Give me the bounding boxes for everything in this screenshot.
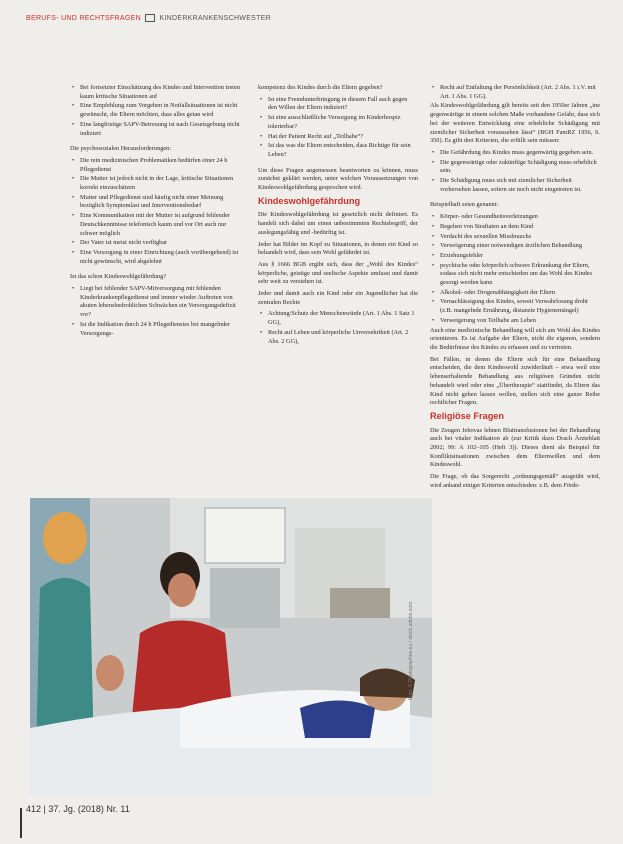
section-heading: Kindeswohlgefährdung — [258, 195, 361, 206]
list-item: • Erziehungsfehler — [430, 252, 600, 261]
paragraph: Beispielhaft seien genannt: — [430, 201, 499, 209]
bullet-list — [70, 84, 242, 138]
paragraph: Bei Fällen, in denen die Eltern sich für eine Behandlung entscheiden, die dem Kindeswohl zuwiderläuft – etwa weil eine lebenserhaltende Behandlung aus religiösen Gründen nicht behandelt wird oder eine „Übertherapie“ stattfindet, da Eltern das Kind nicht gehen lassen wollen, stellen sich eine ganze Reihe rechtlicher Fragen. — [430, 355, 600, 407]
paragraph: Die psychosozialen Herausforderungen: — [70, 145, 172, 153]
column-3 — [430, 84, 600, 494]
list-item: • Recht auf Entfaltung der Persönlichkeit (Art. 2 Abs. 1 i.V. mit Art. 1 Abs. 1 GG). — [430, 84, 600, 101]
list-item: • Mutter und Pflegedienst sind häufig nicht einer Meinung bezüglich Symptomlast und Interventionsbedarf — [70, 194, 242, 211]
running-header — [26, 14, 271, 22]
list-item: • Verweigerung von Teilhabe am Leben — [430, 317, 600, 326]
list-item: • Vernachlässigung des Kindes, soweit Verwahrlosung droht (z.B. mangelnde Ernährung, distanzte Hygienemängel) — [430, 298, 600, 315]
paragraph: Die Zeugen Jehovas lehnen Bluttransfusionen bei der Behandlung auch bei vitaler Indikation ab (zur Kritik dazu Drach Ärzteblatt 2002; 99: A 102–105 (Heft 3)). Dieses dient als Beispiel für Konfliktsituationen zwischen dem Elternwillen und dem Kindeswohl. — [430, 426, 600, 469]
bullet-list — [70, 285, 242, 338]
list-item: • Verdacht des sexuellen Missbrauchs — [430, 233, 600, 242]
list-item: • Ist eine ausschließliche Versorgung im Kinderhospiz tolerierbar? — [258, 114, 418, 131]
paragraph: Die Frage, ob das Sorgerecht „ordnungsgemäß“ ausgeübt wird, wird anhand einiger Kriterien entschieden: z.B. dem Förde- — [430, 473, 600, 489]
paragraph: kompetenz des Kindes durch die Eltern gegeben? — [258, 84, 383, 91]
column-2 — [258, 84, 418, 347]
list-item: • Ist eine Fremdunterbringung in diesem Fall auch gegen den Willen der Eltern indiziert? — [258, 96, 418, 113]
bullet-list — [430, 149, 600, 195]
list-item: • Eine Kommunikation mit der Mutter ist aufgrund fehlender Deutschkenntnisse telefonisch kaum und vor Ort auch nur schwer möglich — [70, 212, 242, 238]
list-item: • Der Vater ist meist nicht verfügbar — [70, 239, 242, 248]
list-item: • Liegt bei fehlender SAPV-Mitversorgung mit fehlenden Kinderkrankenpflegedienst und immer wieder Auftreten von akuten lebensbedrohlichen Schwächen ein Versorgungsdefizit vor? — [70, 285, 242, 320]
journal-icon — [145, 14, 155, 22]
bullet-list — [70, 157, 242, 266]
list-item: • Die rein medizinischen Problematiken bedürfen einer 24 h Pflegedienst — [70, 157, 242, 174]
list-item: • Recht auf Leben und körperliche Unversehrtheit (Art. 2 Abs. 2 GG), — [258, 329, 418, 346]
list-item: • Achtung/Schutz der Menschenwürde (Art. 1 Abs. 1 Satz 1 GG), — [258, 310, 418, 327]
list-item: • Verweigerung einer notwendigen ärztlichen Behandlung — [430, 242, 600, 251]
list-item: • Die gegenwärtige oder zukünftige Schädigung muss erheblich sein. — [430, 159, 600, 176]
list-item: • Alkohol- oder Drogenabhängigkeit der Eltern — [430, 289, 600, 298]
bullet-list — [430, 213, 600, 325]
list-item: • Die Gefährdung des Kindes muss gegenwärtig gegeben sein. — [430, 149, 600, 158]
hospital-photo — [30, 498, 432, 796]
bullet-list — [258, 310, 418, 346]
list-item: • Begehen von Straftaten an dem Kind — [430, 223, 600, 232]
list-item: • Eine langfristige SAPV-Betreuung ist nach Gesetzgebung nicht indiziert — [70, 121, 242, 138]
photo-credit: Foto: © Photographee.eu / stock.adobe.com — [408, 601, 414, 700]
list-item: • Eine Empfehlung zum Vorgehen in Notfallsituationen ist nicht gewünscht, die Eltern möchten, dass alles getan wird — [70, 102, 242, 119]
list-item: • Die Mutter ist jedoch nicht in der Lage, kritische Situationen korrekt einzuschätzen — [70, 175, 242, 192]
list-item: • Ist das was die Eltern entscheiden, dass Richtige für sein Leben? — [258, 142, 418, 159]
paragraph: Aus § 1666 BGB ergibt sich, dass der „Wohl des Kindes“ körperliche, geistige und seelische Aspekte umfasst und damit sehr weit zu verstehen ist. — [258, 260, 418, 286]
page-footer: 412 | 37. Jg. (2018) Nr. 11 — [26, 804, 130, 814]
section-heading: Religiöse Fragen — [430, 410, 505, 421]
paragraph: Auch eine medizinische Behandlung will sich am Wohl des Kindes orientieren. Es ist Aufgabe der Eltern, nicht die eigenen, sondern die Bedürfnisse des Kindes zu erfassen und zu vertreten. — [430, 326, 600, 351]
list-item: • Die Schädigung muss sich mit ziemlicher Sicherheit vorhersehen lassen, sofern sie noch nicht eingetreten ist. — [430, 177, 600, 194]
subsection-label: KINDERKRANKENSCHWESTER — [159, 14, 272, 22]
list-item: • psychische oder körperlich schwere Erkrankung der Eltern, sodass sich nicht mehr entschieden um das Wohl des Kindes gesorgt werden kann — [430, 262, 600, 288]
paragraph: Jeder hat Bilder im Kopf zu Situationen, in denen ein Kind so behandelt wird, dass sein Wohl gefährdet ist. — [258, 240, 418, 257]
column-1 — [70, 84, 242, 339]
paragraph: Jeder und damit auch ein Kind oder ein Jugendlicher hat die zentralen Rechte — [258, 290, 418, 306]
section-label: BERUFS- UND RECHTSFRAGEN — [26, 14, 141, 22]
list-item: • Körper- oder Gesundheitsverletzungen — [430, 213, 600, 222]
paragraph: Ist das schon Kindeswohlgefährdung? — [70, 273, 167, 281]
bullet-list — [430, 84, 600, 101]
paragraph: Als Kindeswohlgefährdung gilt bereits seit den 1950er Jahren „ine gegenwärtige in einem solchen Maße vorhandene Gefahr, dass sich bei der weiteren Entwicklung eine erhebliche Schädigung mit ziemlicher Sicherheit voraussehen lässt“ (BGH FamRZ 1956, S. 350). Es gibt drei Kriterien, die erfüllt sein müssen: — [430, 102, 600, 145]
list-item: • Hat der Patient Recht auf „Teilhabe“? — [258, 133, 418, 142]
list-item: • Bei fortsetzter Einschätzung des Kindes und Intervention treten kaum kritische Situationen auf — [70, 84, 242, 101]
photo-illustration — [30, 498, 432, 796]
page-edge-mark — [20, 808, 22, 838]
paragraph: Um diese Fragen angemessen beantworten zu können, muss zunächst geklärt werden, unter welchen Voraussetzungen von Kindeswohlgefährdung gesprochen wird. — [258, 166, 418, 192]
paragraph: Die Kindeswohlgefährdung ist gesetzlich nicht definiert. Es handelt sich dabei um einen unbestimmten Rechtsbegriff, der auslegungsfähig und -bedürftig ist. — [258, 211, 418, 236]
list-item: • Ist die Indikation durch 24 h Pflegedienstes bei mangelnder Versorgungs- — [70, 321, 242, 338]
list-item: • Eine Versorgung in einer Einrichtung (auch vorübergehend) ist nicht gewünscht, wird abgelehnt — [70, 249, 242, 266]
bullet-list — [258, 96, 418, 160]
